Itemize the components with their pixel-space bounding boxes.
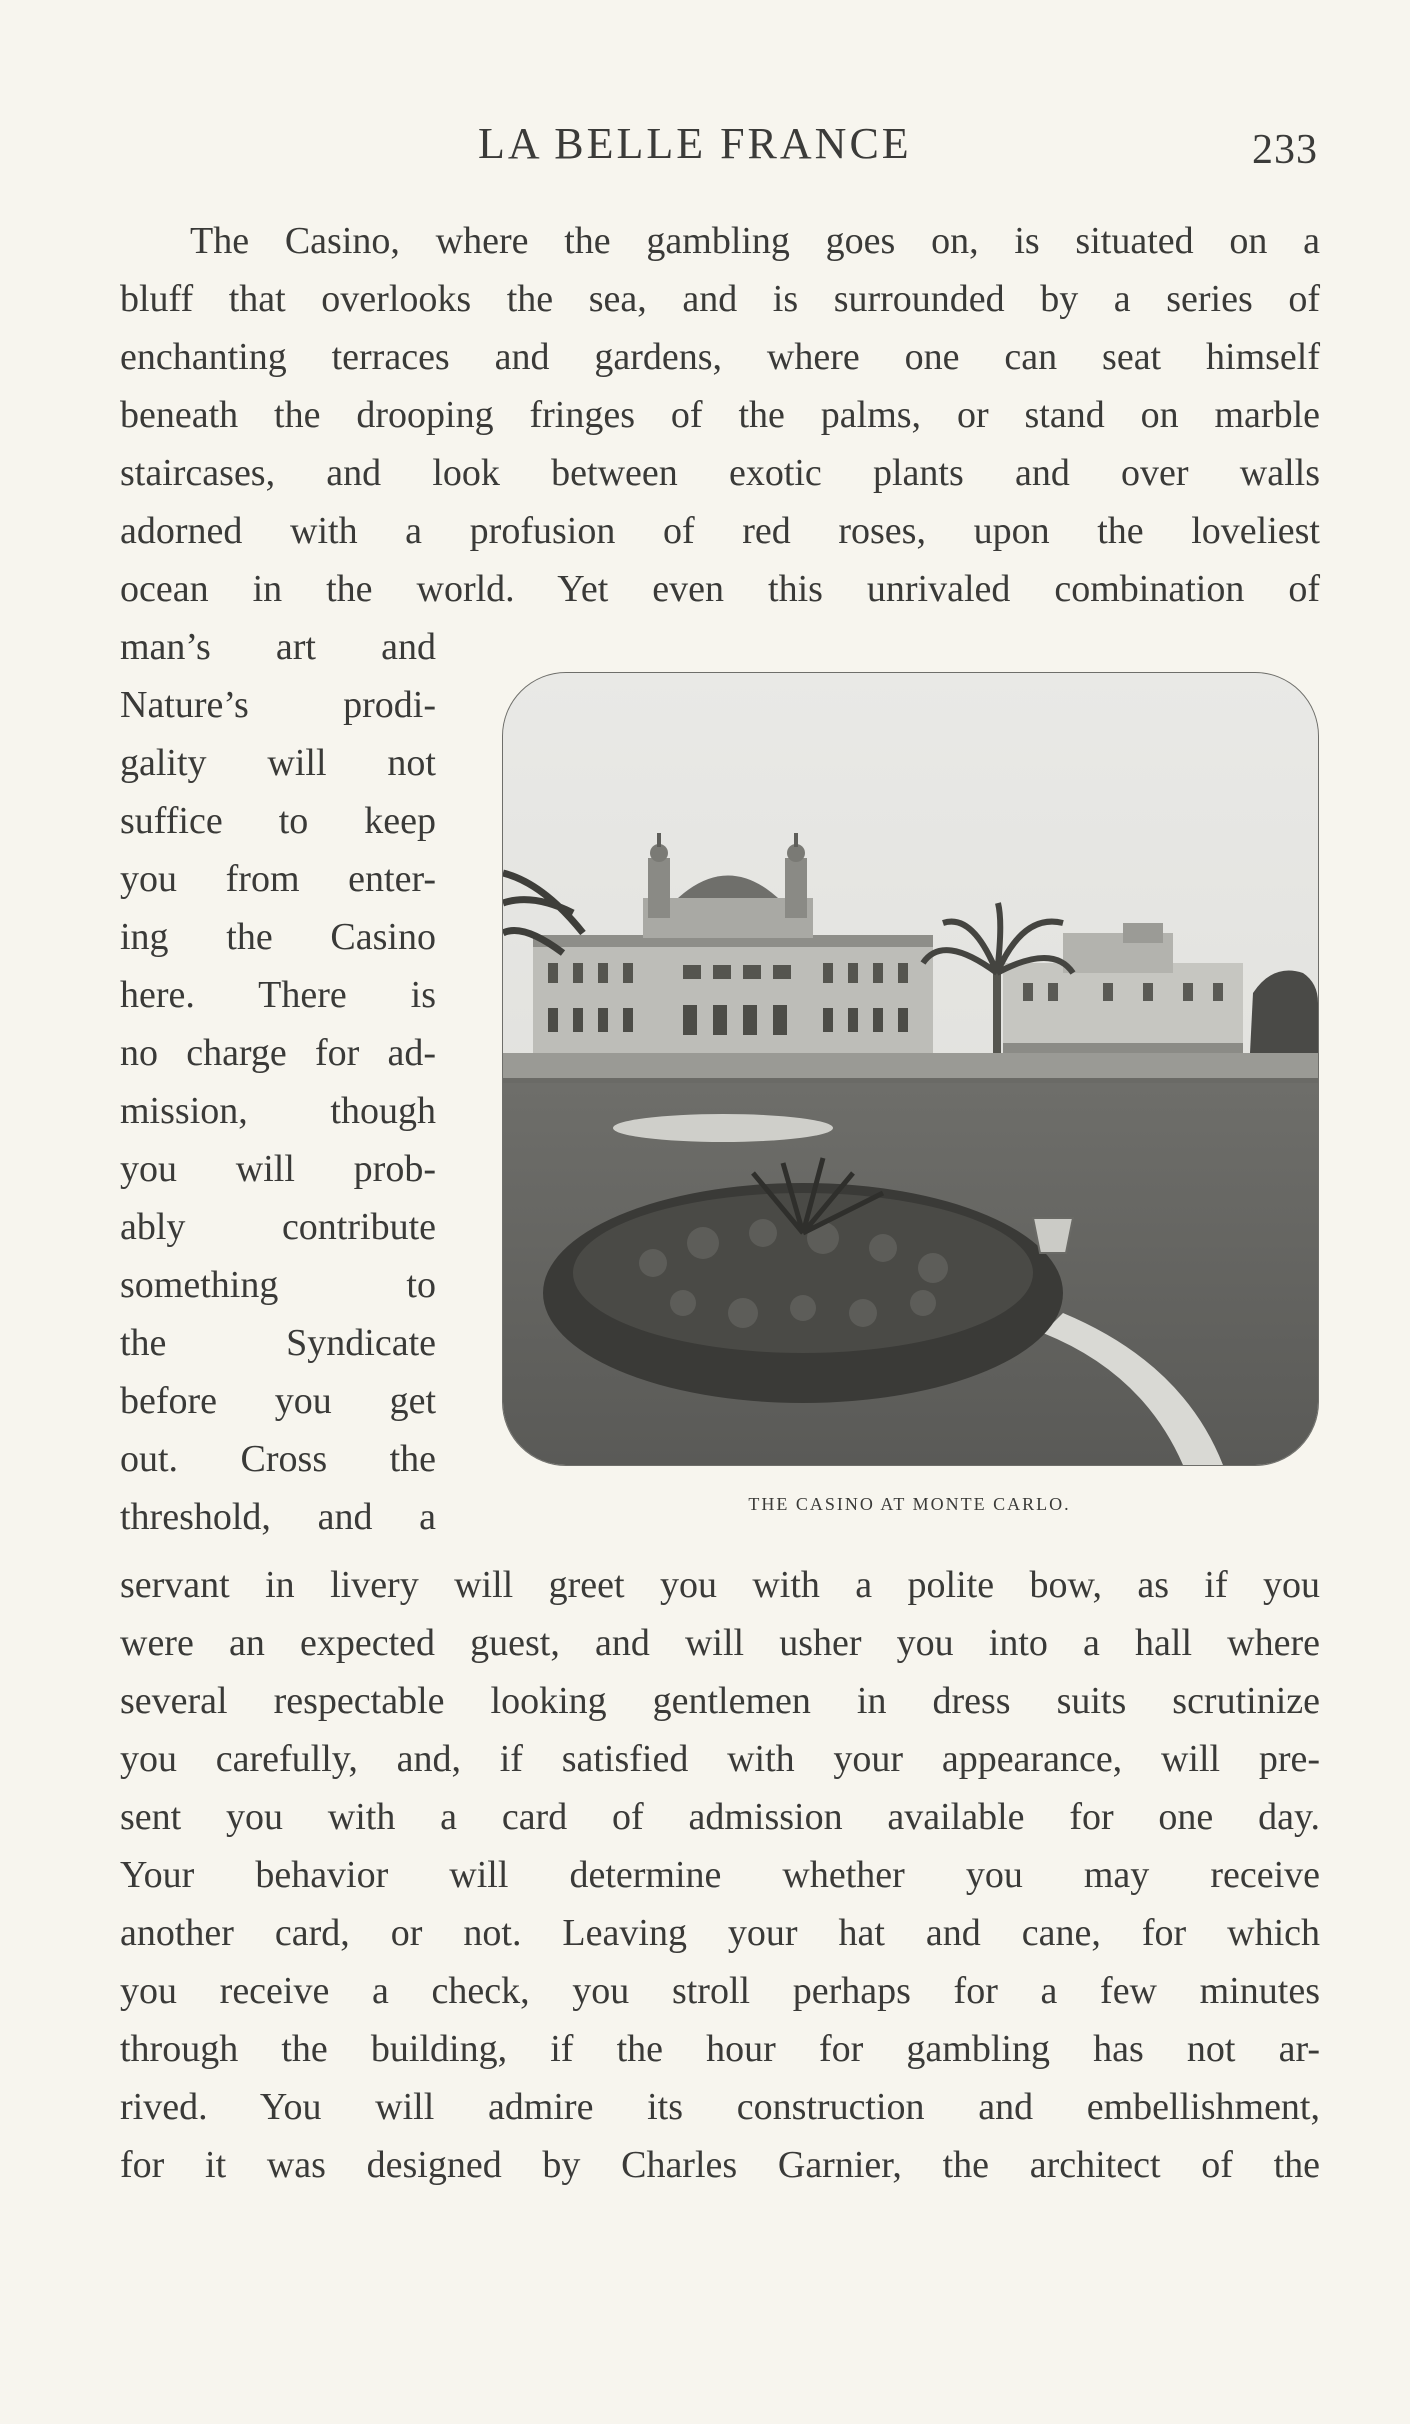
page-number: 233 — [1252, 127, 1318, 173]
text-line: you carefully, and, if satisfied with your appearance, will pre- — [120, 1738, 1320, 1780]
text-line: here. There is — [120, 974, 436, 1016]
text-line: staircases, and look between exotic plants and over walls — [120, 452, 1320, 494]
text-line: rived. You will admire its construction and embellishment, — [120, 2086, 1320, 2128]
text-line: before you get — [120, 1380, 436, 1422]
text-line: The Casino, where the gambling goes on, is situated on a — [190, 220, 1320, 262]
text-line: man’s art and — [120, 626, 436, 668]
text-line: out. Cross the — [120, 1438, 436, 1480]
text-line: you from enter- — [120, 858, 436, 900]
running-head — [0, 118, 1410, 178]
text-line: you will prob- — [120, 1148, 436, 1190]
text-line: the Syndicate — [120, 1322, 436, 1364]
text-line: no charge for ad- — [120, 1032, 436, 1074]
text-line: Nature’s prodi- — [120, 684, 436, 726]
text-line: gality will not — [120, 742, 436, 784]
text-line: you receive a check, you stroll perhaps for a few minutes — [120, 1970, 1320, 2012]
text-line: ing the Casino — [120, 916, 436, 958]
text-line: through the building, if the hour for gambling has not ar- — [120, 2028, 1320, 2070]
figure-caption: THE CASINO AT MONTE CARLO. — [748, 1494, 1071, 1514]
text-line: bluff that overlooks the sea, and is surrounded by a series of — [120, 278, 1320, 320]
text-line: mission, though — [120, 1090, 436, 1132]
text-line: suffice to keep — [120, 800, 436, 842]
text-line: servant in livery will greet you with a polite bow, as if you — [120, 1564, 1320, 1606]
text-line: threshold, and a — [120, 1496, 436, 1538]
text-line: beneath the drooping fringes of the palms, or stand on marble — [120, 394, 1320, 436]
text-line: ocean in the world. Yet even this unrivaled combination of — [120, 568, 1320, 610]
text-line: were an expected guest, and will usher you into a hall where — [120, 1622, 1320, 1664]
text-line: enchanting terraces and gardens, where one can seat himself — [120, 336, 1320, 378]
text-line: ably contribute — [120, 1206, 436, 1248]
text-line: several respectable looking gentlemen in dress suits scrutinize — [120, 1680, 1320, 1722]
text-line: something to — [120, 1264, 436, 1306]
text-line: for it was designed by Charles Garnier, the architect of the — [120, 2144, 1320, 2186]
text-line: another card, or not. Leaving your hat and cane, for which — [120, 1912, 1320, 1954]
casino-illustration — [502, 672, 1319, 1466]
text-line: sent you with a card of admission available for one day. — [120, 1796, 1320, 1838]
text-line: adorned with a profusion of red roses, upon the loveliest — [120, 510, 1320, 552]
text-line: Your behavior will determine whether you may receive — [120, 1854, 1320, 1896]
running-title: LA BELLE FRANCE — [478, 119, 912, 168]
